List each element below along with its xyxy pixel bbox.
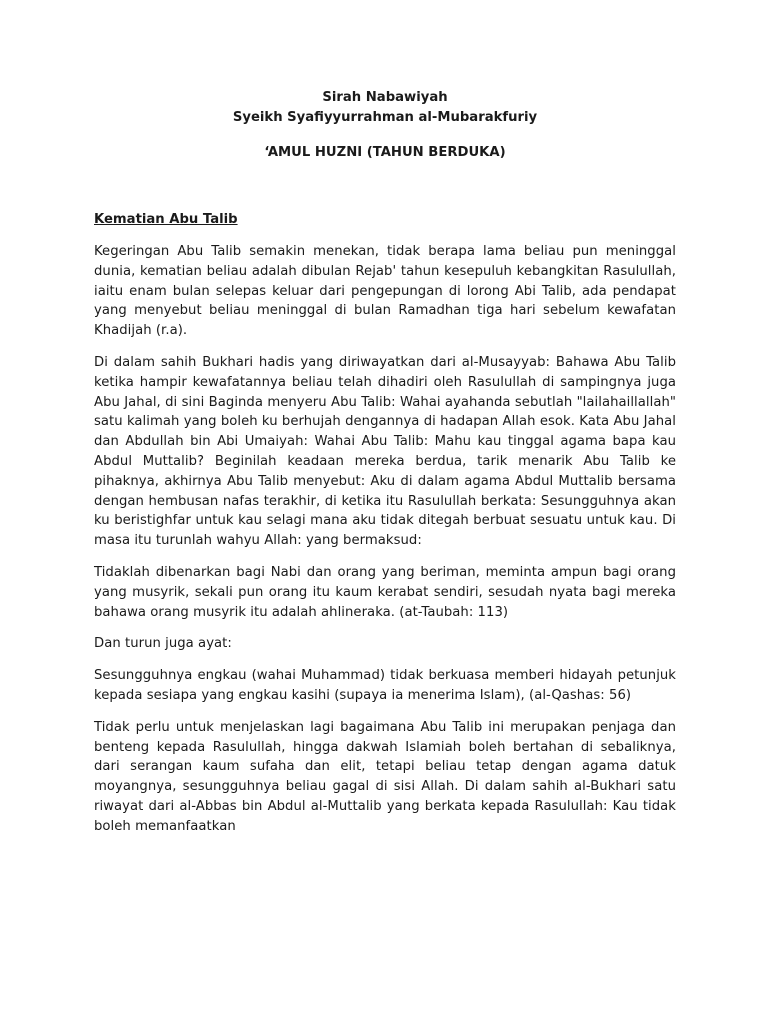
paragraph-5-quote: Sesungguhnya engkau (wahai Muhammad) tidak berkuasa memberi hidayah petunjuk kepada sesiapa yang engkau kasihi (supaya ia menerima Islam), (al-Qashas: 56) — [94, 668, 676, 703]
paragraph-3-quote: Tidaklah dibenarkan bagi Nabi dan orang yang beriman, meminta ampun bagi orang yang musyrik, sekali pun orang itu kaum kerabat sendiri, sesudah nyata bagi mereka bahawa orang musyrik itu adalah ahlineraka. (at-Taubah: 113) — [94, 564, 676, 620]
paragraph-1: Kegeringan Abu Talib semakin menekan, tidak berapa lama beliau pun meninggal dunia, kematian beliau adalah dibulan Rejab' tahun kesepuluh kebangkitan Rasulullah, iaitu enam bulan selepas keluar dari pengepungan di lorong Abi Talib, ada pendapat yang menyebut beliau meninggal di bulan Ramadhan tiga hari sebelum kewafatan Khadijah (r.a). — [94, 244, 676, 339]
paragraph-4: Dan turun juga ayat: — [94, 636, 232, 652]
document-title: Sirah Nabawiyah — [322, 90, 448, 105]
paragraph-6: Tidak perlu untuk menjelaskan lagi bagaimana Abu Talib ini merupakan penjaga dan benteng kepada Rasulullah, hingga dakwah Islamiah boleh bertahan di sebaliknya, dari serangan kaum sufaha dan elit, tetapi beliau tetap dengan agama datuk moyangnya, sesungguhnya beliau gagal di sisi Allah. Di dalam sahih al-Bukhari satu riwayat dari al-Abbas bin Abdul al-Muttalib yang berkata kepada Rasulullah: Kau tidak boleh memanfaatkan — [94, 719, 676, 834]
paragraph-2: Di dalam sahih Bukhari hadis yang diriwayatkan dari al-Musayyab: Bahawa Abu Talib ketika hampir kewafatannya beliau telah dihadiri oleh Rasulullah di sampingnya juga Abu Jahal, di sini Baginda menyeru Abu Talib: Wahai ayahanda sebutlah "lailahaillallah" satu kalimah yang boleh ku berhujah dengannya di hadapan Allah esok. Kata Abu Jahal dan Abdullah bin Abi Umaiyah: Wahai Abu Talib: Mahu kau tinggal agama bapa kau Abdul Muttalib? Beginilah keadaan mereka berdua, tarik menarik Abu Talib ke pihaknya, akhirnya Abu Talib menyebut: Aku di dalam agama Abdul Muttalib bersama dengan hembusan nafas terakhir, di ketika itu Rasulullah berkata: Sesungguhnya akan ku beristighfar untuk kau selagi mana aku tidak ditegah berbuat sesuatu untuk kau. Di masa itu turunlah wahyu Allah: yang bermaksud: — [94, 354, 676, 549]
section-heading: Kematian Abu Talib — [94, 212, 238, 227]
document-author: Syeikh Syafiyyurrahman al-Mubarakfuriy — [232, 110, 538, 125]
document-page — [94, 88, 676, 837]
document-subtitle: ‘AMUL HUZNI (TAHUN BERDUKA) — [264, 145, 506, 160]
